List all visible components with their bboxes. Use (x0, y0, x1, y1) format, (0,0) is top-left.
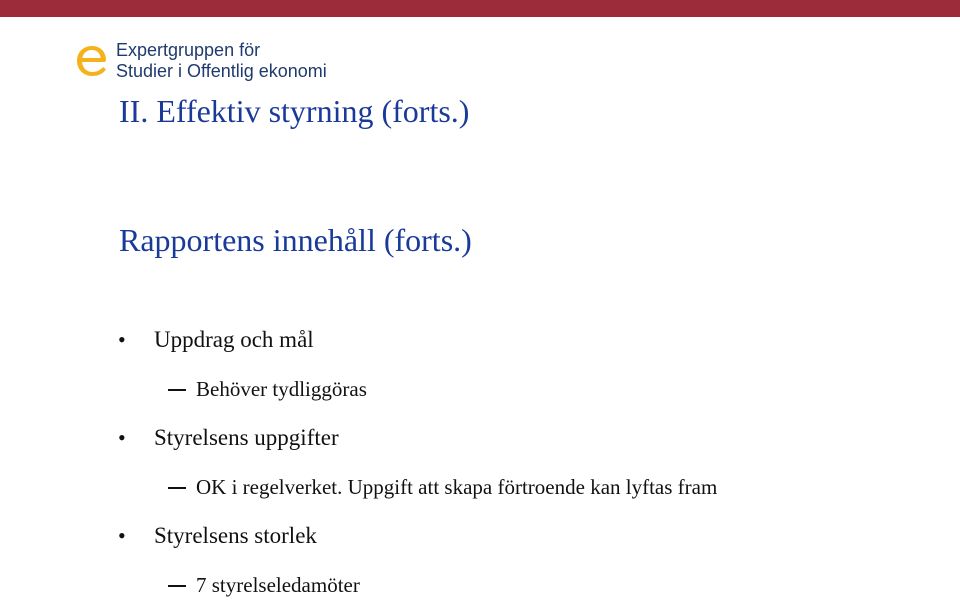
top-accent-bar (0, 0, 960, 17)
slide-title: II. Effektiv styrning (forts.) (119, 93, 470, 129)
bullet-text: Styrelsens uppgifter (154, 425, 339, 450)
bullet-list (118, 323, 948, 602)
bullet-text: Uppdrag och mål (154, 327, 314, 352)
bullet-dot-icon: • (118, 327, 126, 352)
bullet-item (118, 421, 948, 470)
sub-bullet-item (118, 372, 948, 421)
bullet-dot-icon: • (118, 523, 126, 548)
sub-bullet-item (118, 470, 948, 519)
sub-bullet-text: Behöver tydliggöras (196, 377, 367, 401)
slide-subtitle: Rapportens innehåll (forts.) (119, 222, 472, 258)
sub-bullet-text: OK i regelverket. Uppgift att skapa förtroende kan lyftas fram (196, 475, 718, 499)
dash-icon (168, 389, 186, 391)
bullet-text: Styrelsens storlek (154, 523, 317, 548)
brand-logo (76, 40, 327, 82)
brand-line-2: Studier i Offentlig ekonomi (116, 61, 327, 81)
e-logo-icon (76, 44, 108, 78)
dash-icon (168, 585, 186, 587)
bullet-item (118, 323, 948, 372)
bullet-item (118, 519, 948, 568)
brand-name (116, 40, 327, 82)
brand-line-1: Expertgruppen för (116, 40, 261, 60)
dash-icon (168, 487, 186, 489)
sub-bullet-item (118, 568, 948, 602)
sub-bullet-text: 7 styrelseledamöter (196, 573, 360, 597)
bullet-dot-icon: • (118, 425, 126, 450)
